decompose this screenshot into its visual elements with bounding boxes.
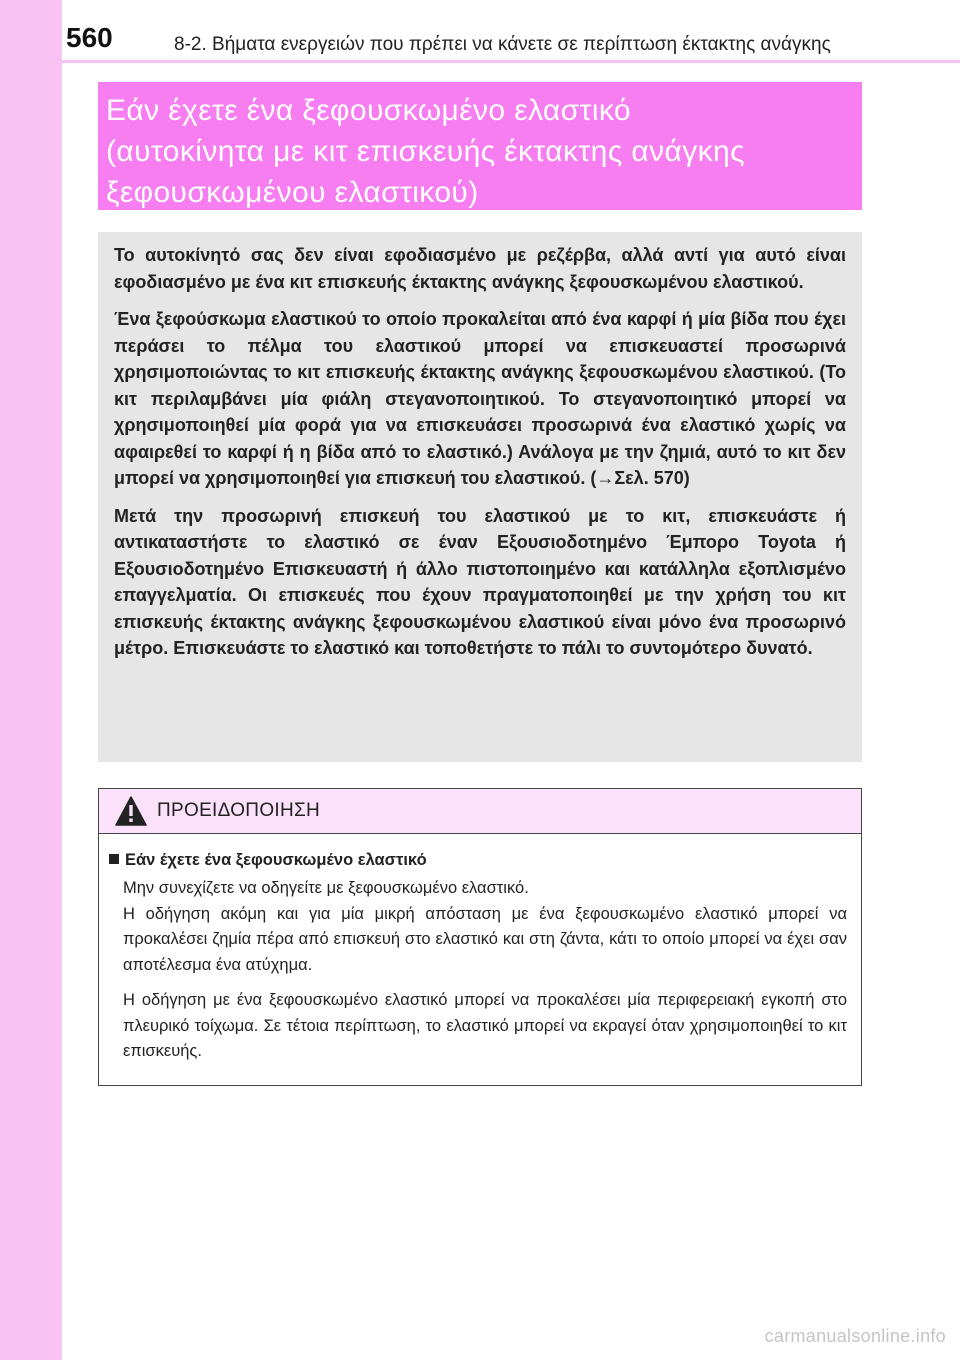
intro-paragraph-2: Ένα ξεφούσκωμα ελαστικού το οποίο προκαλείται από ένα καρφί ή μία βίδα που έχει περάσει το πέλμα του ελαστικού μπορεί να επισκευαστεί προσωρινά χρησιμοποιώντας το κιτ επισκευής έκτακτης ανάγκης ξεφουσκωμένου ελαστικού. (Το κιτ περιλαμβάνει μία φιάλη στεγανοποιητικού. Το στεγανοποιητικό μπορεί να χρησιμοποιηθεί μία φορά για να επισκευάσει προσωρινά ένα ελαστικό χωρίς να αφαιρεθεί το καρφί ή η βίδα από το ελαστικό.) Ανάλογα με την ζημιά, αυτό το κιτ δεν μπορεί να χρησιμοποιηθεί για επισκευή του ελαστικού. (→Σελ. 570)	[114, 309, 846, 488]
warning-box	[98, 788, 862, 1086]
header-rule	[62, 60, 960, 63]
warning-header	[99, 789, 861, 834]
topic-title-line-1: Εάν έχετε ένα ξεφουσκωμένο ελαστικό	[106, 94, 632, 127]
section-title: 8-2. Βήματα ενεργειών που πρέπει να κάνετε σε περίπτωση έκτακτης ανάγκης	[174, 34, 831, 55]
topic-title-line-2: (αυτοκίνητα με κιτ επισκευής έκτακτης ανάγκης	[106, 135, 745, 168]
warning-body	[99, 834, 861, 1065]
intro-paragraph-1: Το αυτοκίνητό σας δεν είναι εφοδιασμένο με ρεζέρβα, αλλά αντί για αυτό είναι εφοδιασμένο με ένα κιτ επισκευής έκτακτης ανάγκης ξεφουσκωμένου ελαστικού.	[114, 245, 846, 292]
watermark: carmanualsonline.info	[764, 1326, 946, 1346]
intro-box	[98, 232, 862, 762]
topic-title-box	[98, 82, 862, 210]
warning-label: ΠΡΟΕΙΔΟΠΟΙΗΣΗ	[157, 800, 321, 821]
square-bullet-icon	[109, 854, 119, 864]
topic-title-line-3: ξεφουσκωμένου ελαστικού)	[106, 176, 479, 209]
warning-paragraph-1: Μην συνεχίζετε να οδηγείτε με ξεφουσκωμένο ελαστικό. Η οδήγηση ακόμη και για μία μικρή απόσταση με ένα ξεφουσκωμένο ελαστικό μπορεί να προκαλέσει ζημία πέρα από επισκευή στο ελαστικό και στη ζάντα, κάτι το οποίο μπορεί να έχει σαν αποτέλεσμα ένα ατύχημα.	[123, 879, 847, 974]
warning-heading	[109, 848, 847, 872]
warning-heading-text: Εάν έχετε ένα ξεφουσκωμένο ελαστικό	[125, 851, 427, 869]
warning-triangle-icon	[115, 796, 147, 826]
intro-paragraph-3: Μετά την προσωρινή επισκευή του ελαστικού με το κιτ, επισκευάστε ή αντικαταστήστε το ελαστικό σε έναν Εξουσιοδοτημένο Έμπορο Toyota ή Εξουσιοδοτημένο Επισκευαστή ή άλλο πιστοποιημένο και κατάλληλα εξοπλισμένο επαγγελματία. Οι επισκευές που έχουν πραγματοποιηθεί με την χρήση του κιτ επισκευής έκτακτης ανάγκης ξεφουσκωμένου ελαστικού είναι μόνο ένα προσωρινό μέτρο. Επισκευάστε το ελαστικό και τοποθετήστε το πάλι το συντομότερο δυνατό.	[114, 505, 846, 658]
warning-paragraph-2: Η οδήγηση με ένα ξεφουσκωμένο ελαστικό μπορεί να προκαλέσει μία περιφερειακή εγκοπή στο πλευρικό τοίχωμα. Σε τέτοια περίπτωση, το ελαστικό μπορεί να εκραγεί όταν χρησιμοποιηθεί το κιτ επισκευής.	[123, 991, 847, 1060]
page-number: 560	[66, 22, 113, 53]
left-margin-strip	[0, 0, 62, 1360]
